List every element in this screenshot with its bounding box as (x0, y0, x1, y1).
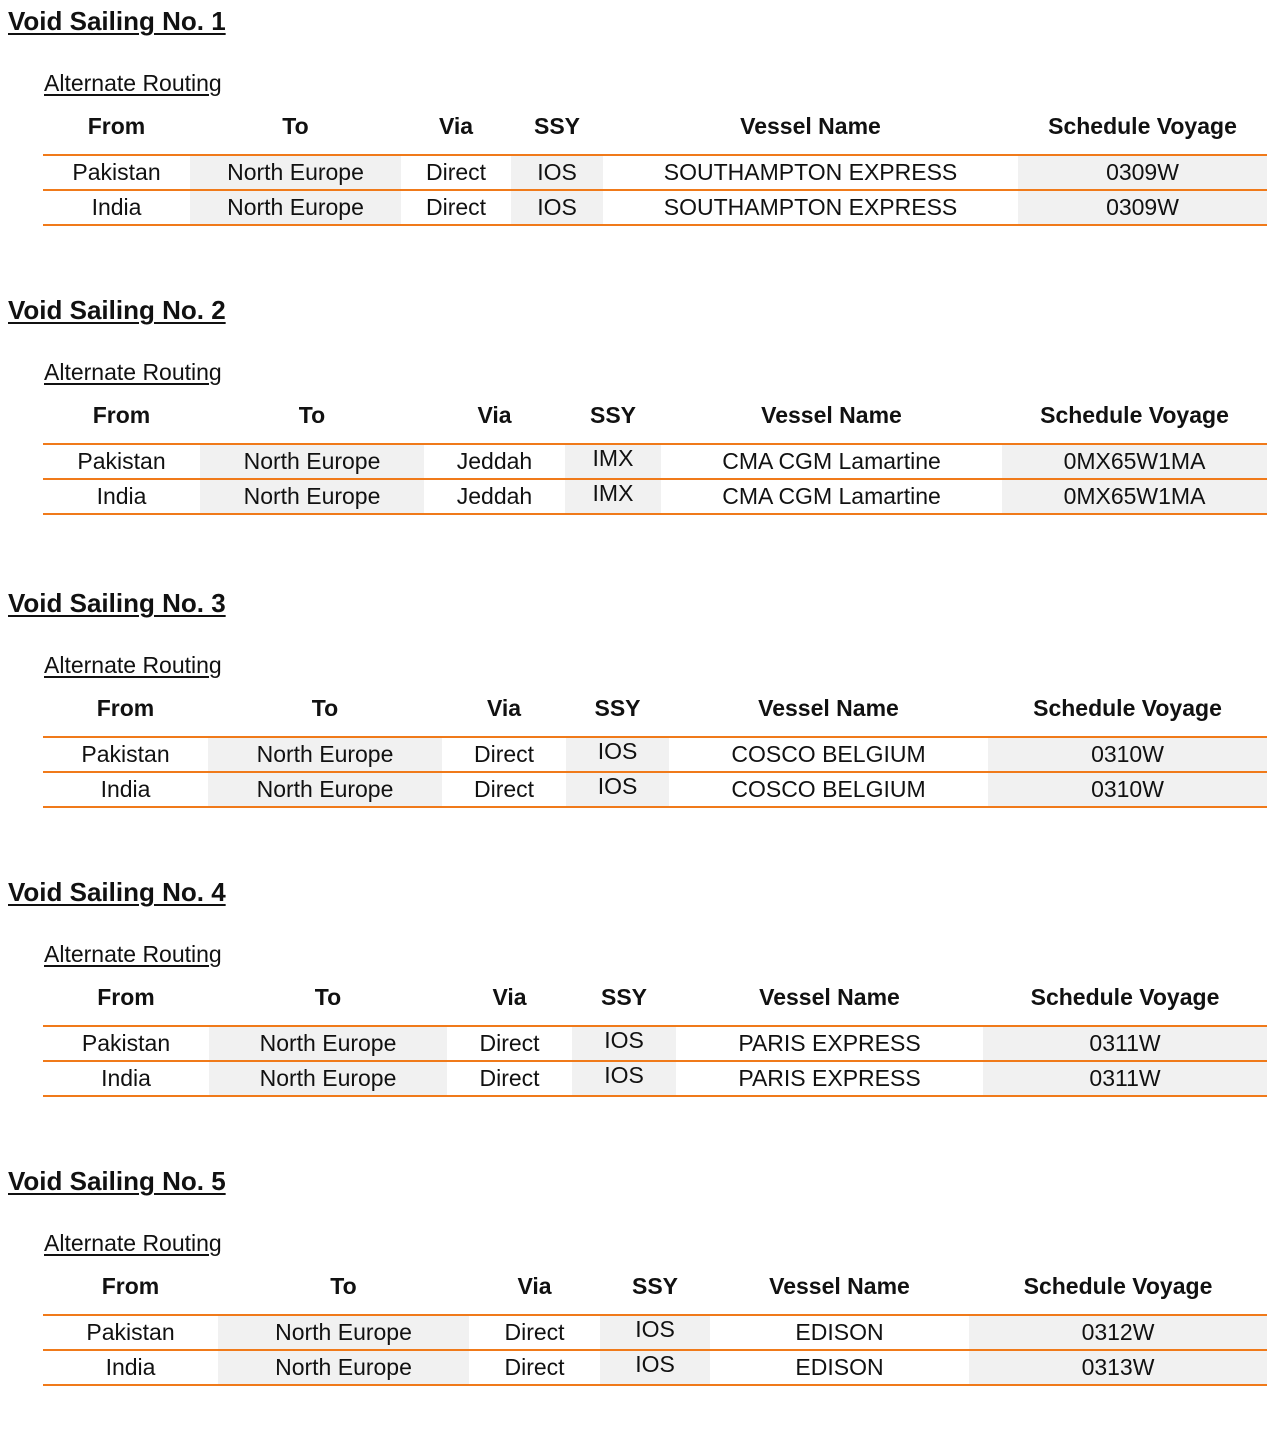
table-row (43, 444, 1267, 479)
cell-from: Pakistan (43, 1315, 218, 1350)
table-header-row (43, 395, 1267, 444)
cell-to: North Europe (208, 772, 442, 807)
column-header-from: From (43, 106, 190, 155)
cell-ssy: IMX (565, 444, 661, 479)
cell-vessel-name: CMA CGM Lamartine (661, 444, 1002, 479)
cell-to: North Europe (218, 1315, 469, 1350)
cell-via: Direct (469, 1350, 600, 1385)
cell-to: North Europe (218, 1350, 469, 1385)
column-header-vessel-name: Vessel Name (669, 688, 988, 737)
column-header-ssy: SSY (566, 688, 669, 737)
column-header-ssy: SSY (565, 395, 661, 444)
table-header-row (43, 1266, 1267, 1315)
column-header-to: To (209, 977, 447, 1026)
cell-vessel-name: PARIS EXPRESS (676, 1061, 983, 1096)
cell-vessel-name: PARIS EXPRESS (676, 1026, 983, 1061)
cell-ssy: IOS (572, 1026, 676, 1061)
table-row (43, 772, 1267, 807)
cell-via: Jeddah (424, 444, 565, 479)
cell-vessel-name: COSCO BELGIUM (669, 737, 988, 772)
cell-via: Direct (401, 190, 511, 225)
cell-schedule-voyage: 0309W (1018, 190, 1267, 225)
column-header-vessel-name: Vessel Name (661, 395, 1002, 444)
cell-to: North Europe (200, 444, 424, 479)
column-header-from: From (43, 688, 208, 737)
cell-vessel-name: CMA CGM Lamartine (661, 479, 1002, 514)
cell-schedule-voyage: 0310W (988, 772, 1267, 807)
cell-schedule-voyage: 0311W (983, 1061, 1267, 1096)
table-row (43, 479, 1267, 514)
cell-vessel-name: SOUTHAMPTON EXPRESS (603, 190, 1018, 225)
cell-from: Pakistan (43, 737, 208, 772)
cell-ssy: IOS (511, 190, 603, 225)
cell-vessel-name: SOUTHAMPTON EXPRESS (603, 155, 1018, 190)
column-header-vessel-name: Vessel Name (676, 977, 983, 1026)
cell-ssy: IOS (511, 155, 603, 190)
routing-table (43, 395, 1267, 515)
cell-via: Direct (447, 1026, 572, 1061)
table-header-row (43, 688, 1267, 737)
section-title: Void Sailing No. 4 (8, 877, 226, 907)
column-header-via: Via (442, 688, 566, 737)
routing-table (43, 106, 1267, 226)
column-header-from: From (43, 977, 209, 1026)
cell-schedule-voyage: 0313W (969, 1350, 1267, 1385)
cell-ssy: IMX (565, 479, 661, 514)
section-title: Void Sailing No. 3 (8, 588, 226, 618)
void-sailing-section-5 (0, 1160, 1280, 1400)
cell-to: North Europe (208, 737, 442, 772)
void-sailing-section-3 (0, 582, 1280, 822)
column-header-from: From (43, 1266, 218, 1315)
column-header-schedule-voyage: Schedule Voyage (983, 977, 1267, 1026)
column-header-from: From (43, 395, 200, 444)
column-header-to: To (208, 688, 442, 737)
table-row (43, 155, 1267, 190)
cell-to: North Europe (200, 479, 424, 514)
column-header-ssy: SSY (600, 1266, 710, 1315)
alternate-routing-label: Alternate Routing (44, 941, 222, 967)
routing-table (43, 1266, 1267, 1386)
cell-via: Direct (447, 1061, 572, 1096)
cell-to: North Europe (190, 155, 401, 190)
column-header-schedule-voyage: Schedule Voyage (1018, 106, 1267, 155)
alternate-routing-label: Alternate Routing (44, 652, 222, 678)
table-header-row (43, 977, 1267, 1026)
alternate-routing-label: Alternate Routing (44, 359, 222, 385)
cell-schedule-voyage: 0310W (988, 737, 1267, 772)
table-row (43, 1061, 1267, 1096)
section-title: Void Sailing No. 2 (8, 295, 226, 325)
table-row (43, 737, 1267, 772)
cell-via: Direct (401, 155, 511, 190)
cell-via: Direct (442, 772, 566, 807)
column-header-schedule-voyage: Schedule Voyage (969, 1266, 1267, 1315)
cell-vessel-name: EDISON (710, 1315, 969, 1350)
cell-to: North Europe (209, 1026, 447, 1061)
cell-via: Jeddah (424, 479, 565, 514)
column-header-schedule-voyage: Schedule Voyage (988, 688, 1267, 737)
void-sailing-section-2 (0, 289, 1280, 529)
cell-from: India (43, 479, 200, 514)
table-row (43, 190, 1267, 225)
cell-ssy: IOS (566, 772, 669, 807)
table-row (43, 1315, 1267, 1350)
cell-schedule-voyage: 0311W (983, 1026, 1267, 1061)
cell-from: Pakistan (43, 155, 190, 190)
cell-from: Pakistan (43, 1026, 209, 1061)
column-header-to: To (190, 106, 401, 155)
cell-vessel-name: COSCO BELGIUM (669, 772, 988, 807)
routing-table (43, 688, 1267, 808)
cell-from: Pakistan (43, 444, 200, 479)
cell-from: India (43, 1061, 209, 1096)
cell-from: India (43, 1350, 218, 1385)
column-header-to: To (218, 1266, 469, 1315)
column-header-via: Via (447, 977, 572, 1026)
alternate-routing-label: Alternate Routing (44, 70, 222, 96)
column-header-vessel-name: Vessel Name (710, 1266, 969, 1315)
section-title: Void Sailing No. 1 (8, 6, 226, 36)
column-header-ssy: SSY (511, 106, 603, 155)
void-sailing-section-1 (0, 0, 1280, 240)
cell-ssy: IOS (600, 1315, 710, 1350)
column-header-vessel-name: Vessel Name (603, 106, 1018, 155)
cell-schedule-voyage: 0MX65W1MA (1002, 479, 1267, 514)
table-header-row (43, 106, 1267, 155)
cell-ssy: IOS (572, 1061, 676, 1096)
cell-from: India (43, 190, 190, 225)
cell-via: Direct (469, 1315, 600, 1350)
column-header-to: To (200, 395, 424, 444)
cell-schedule-voyage: 0312W (969, 1315, 1267, 1350)
column-header-schedule-voyage: Schedule Voyage (1002, 395, 1267, 444)
cell-vessel-name: EDISON (710, 1350, 969, 1385)
table-row (43, 1026, 1267, 1061)
column-header-via: Via (401, 106, 511, 155)
section-title: Void Sailing No. 5 (8, 1166, 226, 1196)
table-row (43, 1350, 1267, 1385)
cell-ssy: IOS (600, 1350, 710, 1385)
column-header-via: Via (424, 395, 565, 444)
cell-schedule-voyage: 0MX65W1MA (1002, 444, 1267, 479)
routing-table (43, 977, 1267, 1097)
alternate-routing-label: Alternate Routing (44, 1230, 222, 1256)
cell-schedule-voyage: 0309W (1018, 155, 1267, 190)
cell-from: India (43, 772, 208, 807)
void-sailing-section-4 (0, 871, 1280, 1111)
cell-ssy: IOS (566, 737, 669, 772)
column-header-ssy: SSY (572, 977, 676, 1026)
cell-to: North Europe (190, 190, 401, 225)
column-header-via: Via (469, 1266, 600, 1315)
cell-to: North Europe (209, 1061, 447, 1096)
cell-via: Direct (442, 737, 566, 772)
